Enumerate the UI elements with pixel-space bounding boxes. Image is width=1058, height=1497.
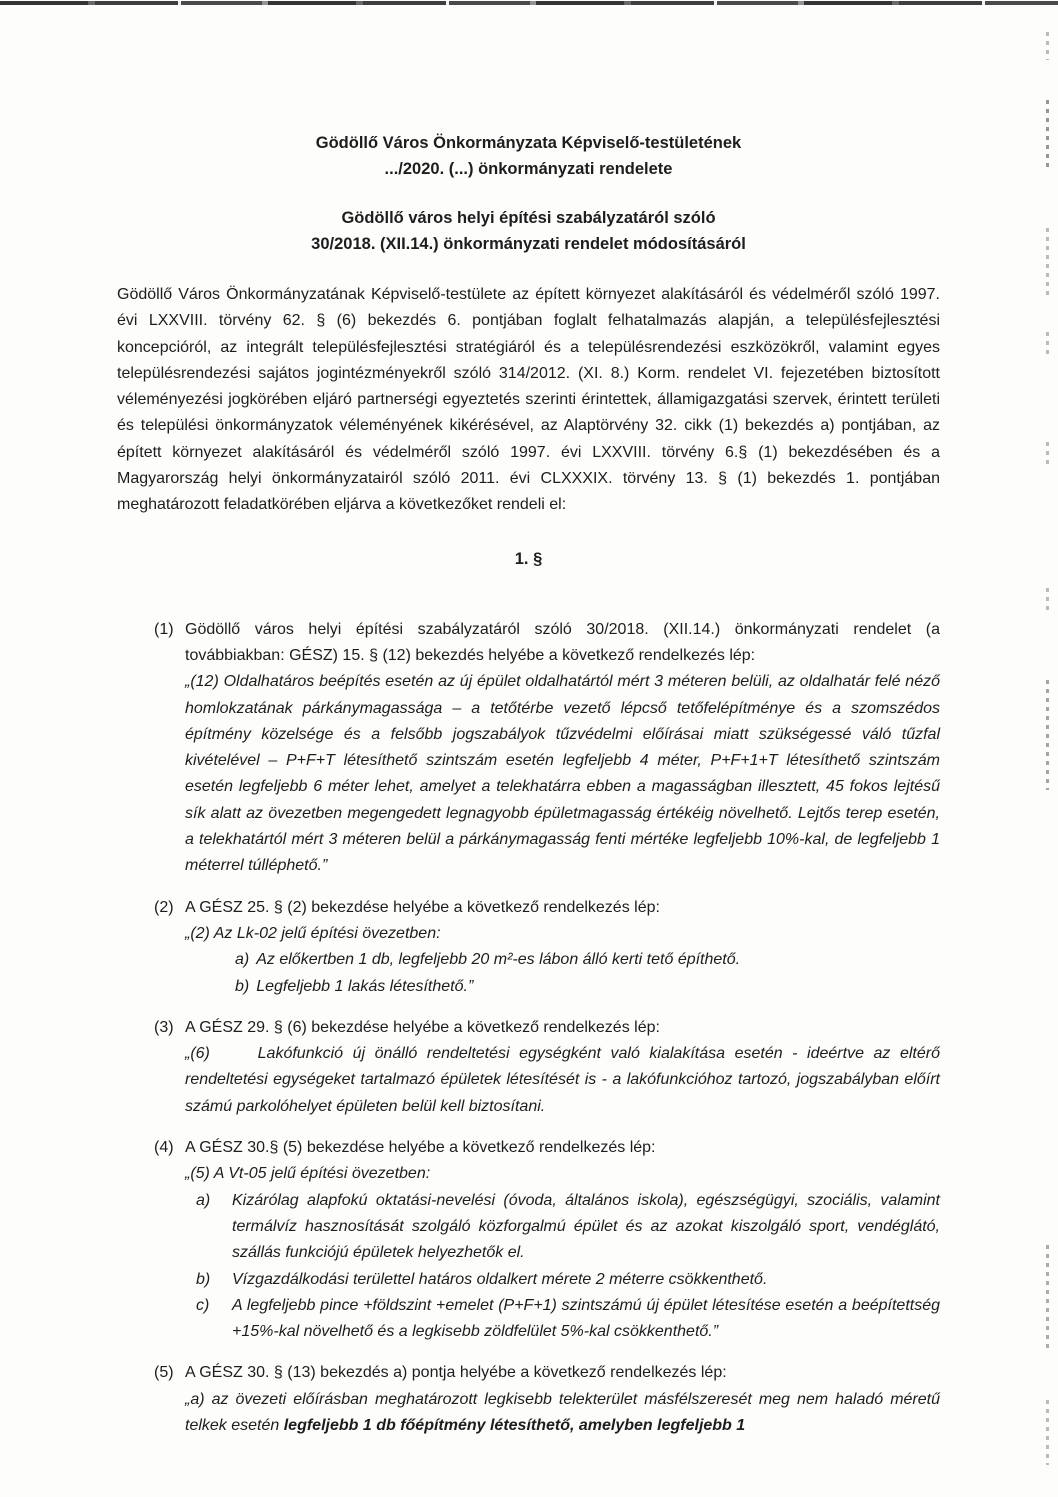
quote-bold-text: legfeljebb 1 db főépítmény létesíthető, amelyben legfeljebb 1 xyxy=(283,1416,746,1434)
item-number: (5) xyxy=(154,1364,174,1382)
item-quote-intro: „(2) Az Lk-02 jelű építési övezetben: xyxy=(185,924,441,942)
subitem-a xyxy=(235,947,940,973)
item-number: (3) xyxy=(154,1018,174,1036)
item-intro: A GÉSZ 25. § (2) bekezdése helyébe a következő rendelkezés lép: xyxy=(185,898,660,916)
subitem-c xyxy=(185,1293,940,1346)
subitem-text: Vízgazdálkodási területtel határos oldalkert mérete 2 méterre csökkenthető. xyxy=(232,1270,768,1288)
item-body xyxy=(185,1015,940,1120)
item-body xyxy=(185,1135,940,1345)
item-intro: A GÉSZ 30. § (13) bekezdés a) pontja helyébe a következő rendelkezés lép: xyxy=(185,1364,727,1382)
decree-subtitle-line1: Gödöllő város helyi építési szabályzatáról szóló xyxy=(341,209,716,227)
subitem-b xyxy=(235,974,940,1000)
item-number: (2) xyxy=(154,898,174,916)
item-quote-intro: „(5) A Vt-05 jelű építési övezetben: xyxy=(185,1165,431,1183)
amendment-item-2 xyxy=(117,895,940,1000)
item-intro: A GÉSZ 30.§ (5) bekezdése helyébe a következő rendelkezés lép: xyxy=(185,1139,656,1157)
amendment-item-5 xyxy=(117,1360,940,1439)
item-quote xyxy=(185,1387,940,1440)
item-intro: A GÉSZ 29. § (6) bekezdése helyébe a következő rendelkezés lép: xyxy=(185,1018,660,1036)
item-body xyxy=(185,617,940,880)
decree-title xyxy=(117,130,940,182)
subitem-marker: a) xyxy=(196,1191,211,1209)
amendment-item-1 xyxy=(117,617,940,880)
amendment-item-4 xyxy=(117,1135,940,1345)
item-subitems xyxy=(235,947,940,1000)
item-intro: Gödöllő város helyi építési szabályzatáról szóló 30/2018. (XII.14.) önkormányzati rendelet (a továbbiakban: GÉSZ) 15. § (12) bekezdés helyébe a következő rendelkezés lép: xyxy=(185,620,940,664)
subitem-marker: a) xyxy=(235,951,250,969)
item-number: (1) xyxy=(154,620,174,638)
subitem-text: Legfeljebb 1 lakás létesíthető.” xyxy=(256,977,474,995)
amendment-items xyxy=(117,617,940,1440)
subitem-marker: c) xyxy=(196,1296,210,1314)
subitem-text: Az előkertben 1 db, legfeljebb 20 m²-es lábon álló kerti tető építhető. xyxy=(256,951,741,969)
subitem-text: Kizárólag alapfokú oktatási-nevelési (óvoda, általános iskola), egészségügyi, szociális, valamint termálvíz hasznosítását szolgáló közforgalmú épület és az azokat kiszolgáló sport, vendéglátó, szállás funkciójú épületek helyezhetők el. xyxy=(232,1191,940,1262)
item-subitems xyxy=(185,1188,940,1346)
quote-normal-text: „a) az övezeti előírásban meghatározott legkisebb telekterület másfélszeresét meg nem haladó méretű telkek esetén xyxy=(185,1390,940,1434)
decree-title-line1: Gödöllő Város Önkormányzata Képviselő-testületének xyxy=(315,134,742,152)
decree-subtitle-line2: 30/2018. (XII.14.) önkormányzati rendelet módosításáról xyxy=(311,235,746,253)
item-body xyxy=(185,895,940,1000)
item-quote: „(6) Lakófunkció új önálló rendeltetési egységként való kialakítása esetén - ideértve az eltérő rendeltetési egységeket tartalmazó épületek létesítését is - a lakófunkcióhoz tartozó, jogszabályban előírt számú parkolóhelyet épületen belül kell biztosítani. xyxy=(185,1045,940,1115)
section-heading: 1. § xyxy=(514,549,543,568)
subitem-b xyxy=(185,1267,940,1293)
subitem-text: A legfeljebb pince +földszint +emelet (P+F+1) szintszámú új épület létesítése esetén a beépítettség +15%-kal növelhető és a legkisebb zöldfelület 5%-kal csökkenthető.” xyxy=(232,1296,940,1341)
subitem-marker: b) xyxy=(196,1270,211,1288)
subitem-a xyxy=(185,1188,940,1267)
item-number: (4) xyxy=(154,1139,174,1157)
decree-title-line2: .../2020. (...) önkormányzati rendelete xyxy=(384,160,673,178)
decree-subtitle xyxy=(117,205,940,257)
preamble-paragraph: Gödöllő Város Önkormányzatának Képviselő-testülete az épített környezet alakításáról és védelméről szóló 1997. évi LXXVIII. törvény 62. § (6) bekezdés 6. pontjában foglalt felhatalmazás alapján, a településfejlesztési koncepcióról, az integrált településfejlesztési stratégiáról és a településrendezési eszközökről, valamint egyes településrendezési sajátos jogintézményekről szóló 314/2012. (XI. 8.) Korm. rendelet VI. fejezetében biztosított véleményezési jogkörében eljáró partnerségi egyeztetés szerinti érintettek, államigazgatási szervek, érintett területi és települési önkormányzatok véleményének kikérésével, az Alaptörvény 32. cikk (1) bekezdés a) pontjában, az épített környezet alakításáról és védelméről szóló 1997. évi LXXVIII. törvény 6.§ (1) bekezdésében és a Magyarország helyi önkormányzatairól szóló 2011. évi CLXXXIX. törvény 13. § (1) bekezdés 1. pontjában meghatározott feladatkörében eljárva a következőket rendeli el: xyxy=(117,286,940,514)
item-quote: „(12) Oldalhatáros beépítés esetén az új épület oldalhatártól mért 3 méteren belüli, az oldalhatár felé néző homlokzatának párkánymagassága – a tetőtérbe vezető lépcső tetőfelépítménye és a szomszédos építmény közelsége és a felsőbb jogszabályok tűzvédelmi előírásai miatt szükségessé váló tűzfal kivételével – P+F+T létesíthető szintszám esetén legfeljebb 4 méter, P+F+1+T létesíthető szintszám esetén legfeljebb 6 méter lehet, amelyet a telekhatárra ebben a magasságban illesztett, 45 fokos lejtésű sík alatt az övezetben megengedett legnagyobb épületmagasság értékéig növelhető. Lejtős terep esetén, a telekhatártól mért 3 méteren belül a párkánymagasság fenti mértéke legfeljebb 10%-kal, de legfeljebb 1 méterrel túlléphető.” xyxy=(185,673,940,875)
item-body xyxy=(185,1360,940,1439)
amendment-item-3 xyxy=(117,1015,940,1120)
subitem-marker: b) xyxy=(235,977,250,995)
